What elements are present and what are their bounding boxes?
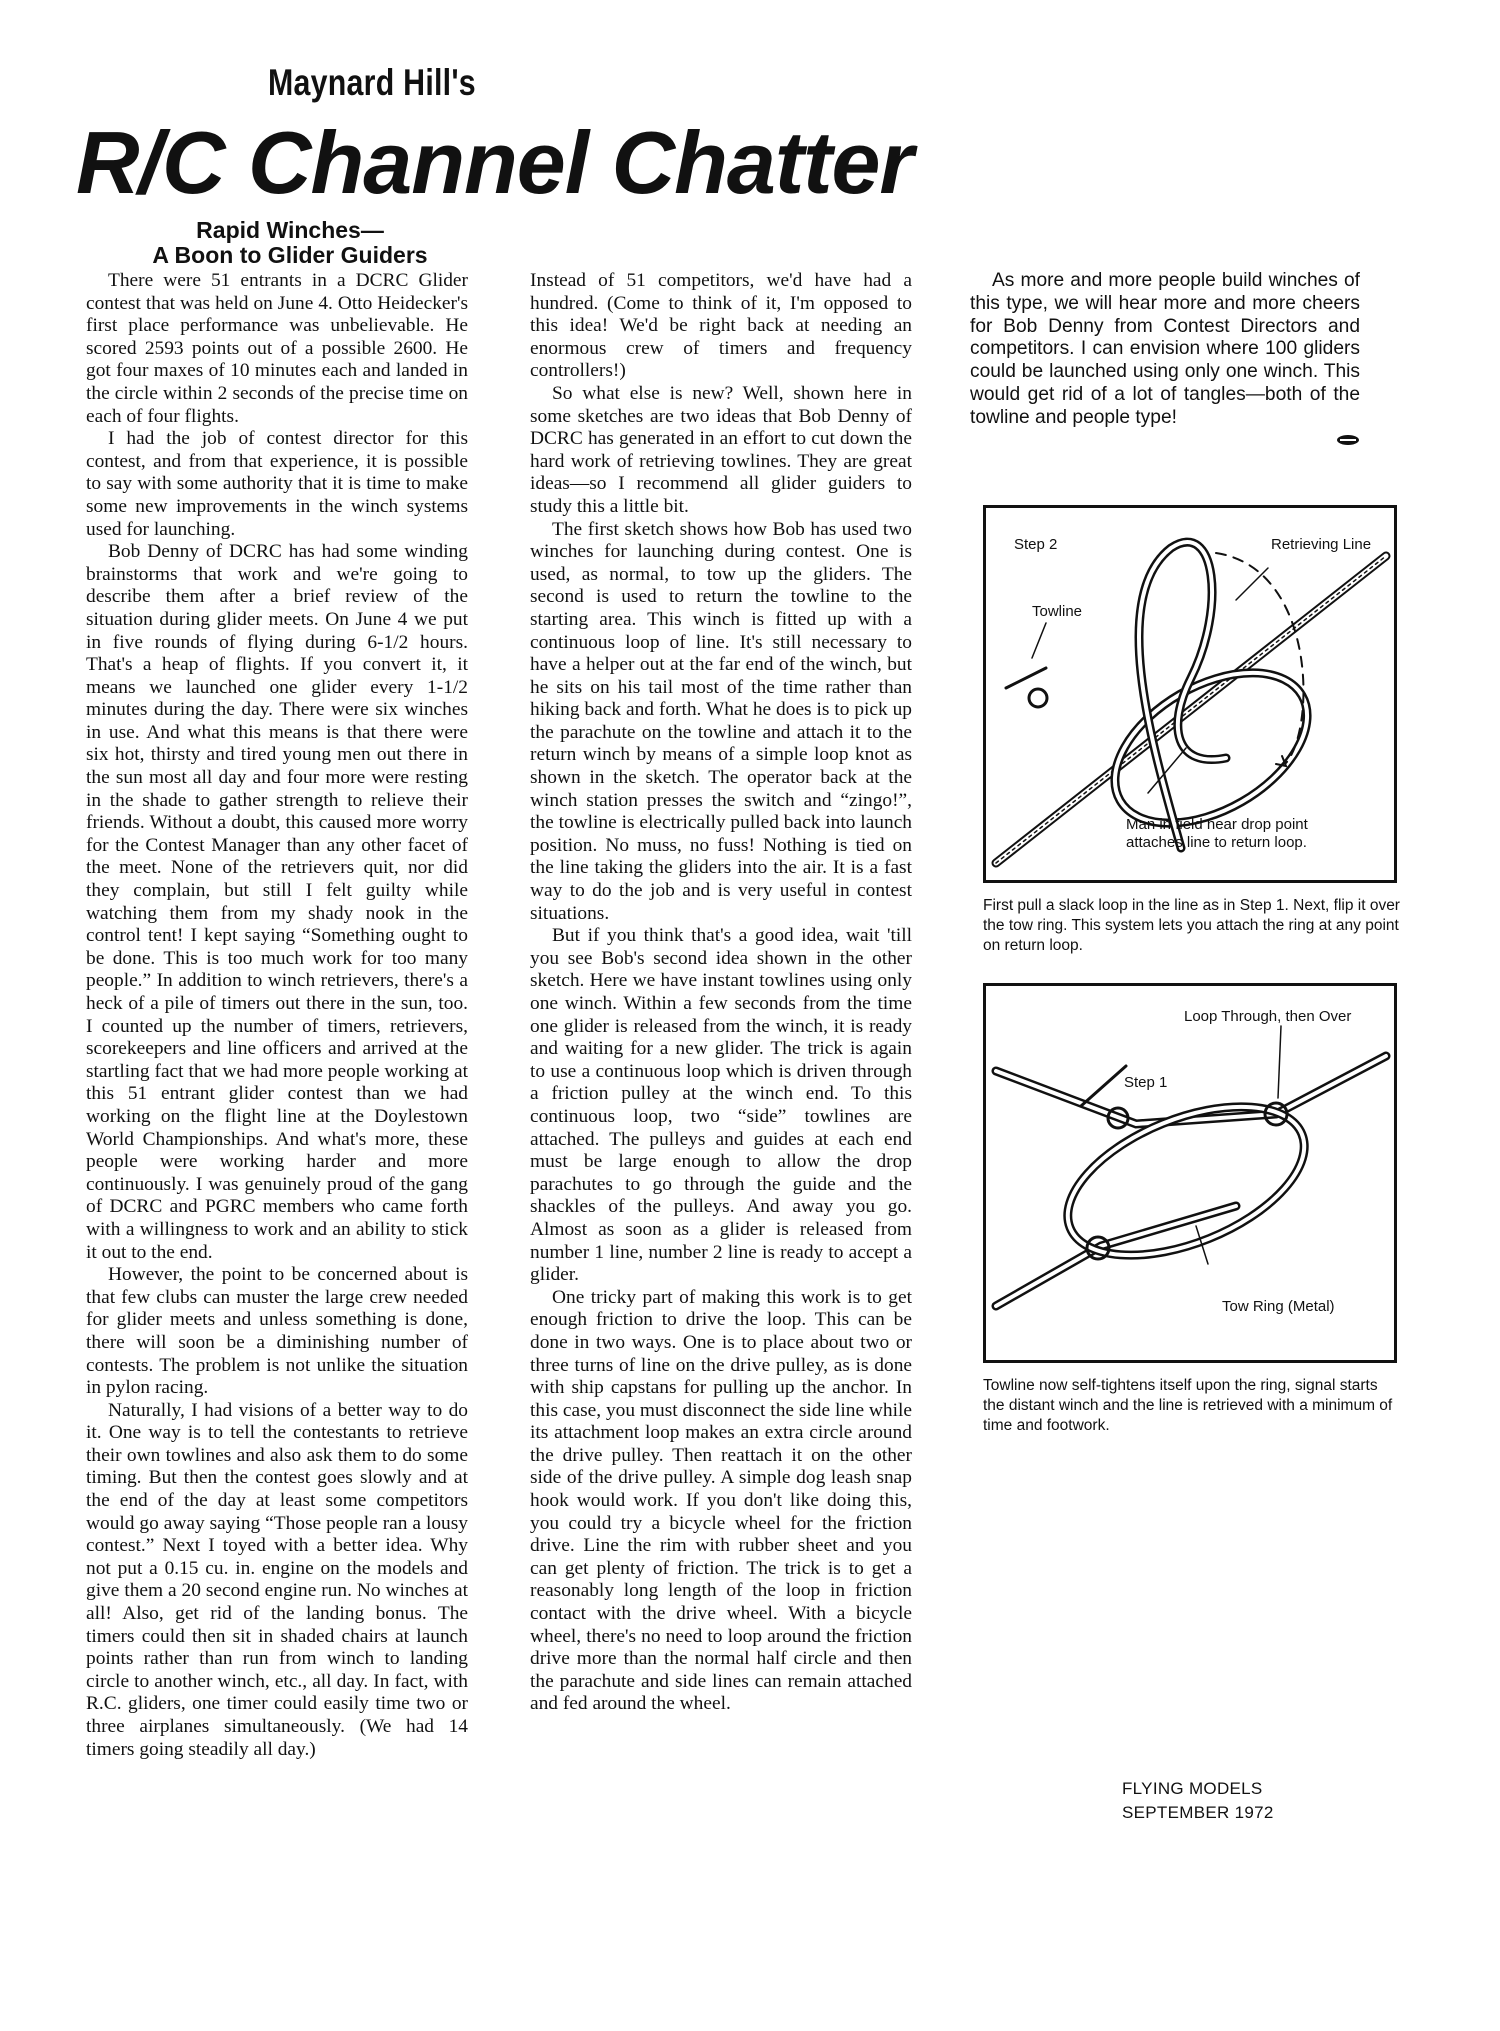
figure-label-man-2: attaches line to return loop. [1126,834,1307,851]
paragraph: Bob Denny of DCRC has had some winding brainstorms that work and we're going to describe them after a brief review of the situation during glider meets. On June 4 we put in five rounds of flying during 6-1/2 hours. That's a heap of flights. If you convert it, it means we launched one glider every 1-1/2 minutes during the day. There were six winches in use. And what this means is that there were six hot, thirsty and tired young men out there in the sun most all day and four more were resting in the shade to gather strength to relieve their friends. Without a doubt, this caused more worry for the Contest Manager than any other facet of the meet. None of the retrievers quit, nor did they complain, but still I felt guilty while watching them from my shady nook in the control tent! I kept saying “Something ought to be done. This is too much work for too many people.” In addition to winch retrievers, there's a heck of a pile of timers out there in the sun, too. I counted up the number of timers, retrievers, scorekeepers and line officers and arrived at the startling fact that we had more people working at this 51 entrant glider contest than we had working on the flight line at the Doylestown World Championships. And what's more, these people were working harder and more continuously. I was genuinely proud of the gang of DCRC and PGRC members who came forth with a willingness to work and an ability to stick it out to the end. [86,541,468,1263]
figure-label-man-1: Man in field near drop point [1126,816,1308,833]
figure-1-caption: First pull a slack loop in the line as in Step 1. Next, flip it over the tow ring. This system lets you attach the ring at any point on return loop. [983,897,1400,954]
figure-label-retrieving-line: Retrieving Line [1271,536,1372,553]
magazine-name: FLYING MODELS [1122,1779,1263,1798]
article-column-1 [86,270,468,1761]
figure-label-loop-through: Loop Through, then Over [1184,1008,1352,1025]
subhead-line-2: A Boon to Glider Guiders [152,242,428,268]
paragraph: I had the job of contest director for this contest, and from that experience, it is possible to say with some authority that it is time to make some new improvements in the winch systems used for launching. [86,428,468,540]
figure-label-towline: Towline [1032,603,1083,620]
article-column-2 [530,270,912,1716]
subhead-line-1: Rapid Winches— [196,217,384,243]
paragraph: Instead of 51 competitors, we'd have had a hundred. (Come to think of it, I'm opposed to this idea! We'd be right back at needing an enormous crew of timers and frequency controllers!) [530,270,912,382]
figure-step-1 [983,983,1397,1363]
paragraph: However, the point to be concerned about is that few clubs can muster the large crew needed for glider meets and unless something is done, there will soon be a diminishing number of contests. The problem is not unlike the situation in pylon racing. [86,1264,468,1399]
magazine-issue: SEPTEMBER 1972 [1122,1803,1274,1822]
magazine-footer [1122,1777,1274,1825]
end-mark-icon [1336,434,1360,446]
paragraph: As more and more people build winches of this type, we will hear more and more cheers for Bob Denny from Contest Directors and competitors. I can envision where 100 gliders could be launched using only one winch. This would get rid of a lot of tangles—both of the towline and people type! [970,270,1360,428]
paragraph: There were 51 entrants in a DCRC Glider contest that was held on June 4. Otto Heidecker's first place performance was unbelievable. He scored 2593 points out of a possible 2600. He got four maxes of 10 minutes each and landed in the circle within 2 seconds of the precise time on each of four flights. [86,270,468,427]
figure-step-2 [983,505,1397,883]
figure-label-tow-ring: Tow Ring (Metal) [1222,1298,1335,1315]
page-title: R/C Channel Chatter [76,113,913,212]
figure-label-step: Step 2 [1014,536,1058,553]
figure-2-caption: Towline now self-tightens itself upon the ring, signal starts the distant winch and the line is retrieved with a minimum of time and footwork. [983,1377,1393,1434]
article-column-3 [970,270,1360,446]
paragraph: Naturally, I had visions of a better way to do it. One way is to tell the contestants to retrieve their own towlines and also ask them to do some timing. But then the contest goes slowly and at the end of the day at least some competitors would go away saying “Those people ran a lousy contest.” Next I toyed with a better idea. Why not put a 0.15 cu. in. engine on the models and give them a 20 second engine run. No winches at all! Also, get rid of the landing bonus. The timers could then sit in shaded chairs at launch points rather than run from winch to landing circle to another winch, etc., all day. In fact, with R.C. gliders, one timer could easily time two or three airplanes simultaneously. (We had 14 timers going steadily all day.) [86,1399,468,1760]
paragraph: So what else is new? Well, shown here in some sketches are two ideas that Bob Denny of DCRC has generated in an effort to cut down the hard work of retrieving towlines. They are great ideas—so I recommend all glider guiders to study this a little bit. [530,382,912,517]
paragraph: The first sketch shows how Bob has used two winches for launching during contest. One is used, as normal, to tow up the gliders. The second is used to return the towline to the starting area. This winch is fitted up with a continuous loop of line. It's still necessary to have a helper out at the far end of the winch, but he sits on his tail most of the time rather than hiking back and forth. What he does is to pick up the parachute on the towline and attach it to the return winch by means of a simple loop knot as shown in the sketch. The operator back at the winch station presses the switch and “zingo!”, the towline is electrically pulled back into launch position. No muss, no fuss! Nothing is tied on the line taking the gliders into the air. It is a fast way to do the job and is very useful in contest situations. [530,518,912,924]
figure-label-step: Step 1 [1124,1074,1168,1091]
paragraph: But if you think that's a good idea, wait 'till you see Bob's second idea shown in the other sketch. Here we have instant towlines using only one winch. Within a few seconds from the time one glider is released from the winch, it is ready and waiting for a new glider. The trick is again to use a continuous loop which is driven through a friction pulley at the winch end. To this continuous loop, two “side” towlines are attached. The pulleys and guides at each end must be large enough to allow the drop parachutes to go through the guide and the shackles of the pulleys. And away you go. Almost as soon as a glider is released from number 1 line, number 2 line is ready to accept a glider. [530,925,912,1286]
byline: Maynard Hill's [268,62,476,103]
article-subhead [100,218,480,268]
paragraph: One tricky part of making this work is to get enough friction to drive the loop. This can be done in two ways. One is to place about two or three turns of line on the drive pulley, as is done with ship capstans for pulling up the anchor. In this case, you must disconnect the side line while its attachment loop makes an extra circle around the drive pulley. Then reattach it on the other side of the drive pulley. A simple dog leash snap hook would work. If you don't like doing this, you could try a bicycle wheel for the friction drive. Line the rim with rubber sheet and you can get plenty of friction. The trick is to get a reasonably long length of the loop in friction contact with the drive wheel. With a bicycle wheel, there's no need to loop around the friction drive more than the normal half circle and then the parachute and side lines can remain attached and fed around the wheel. [530,1286,912,1715]
